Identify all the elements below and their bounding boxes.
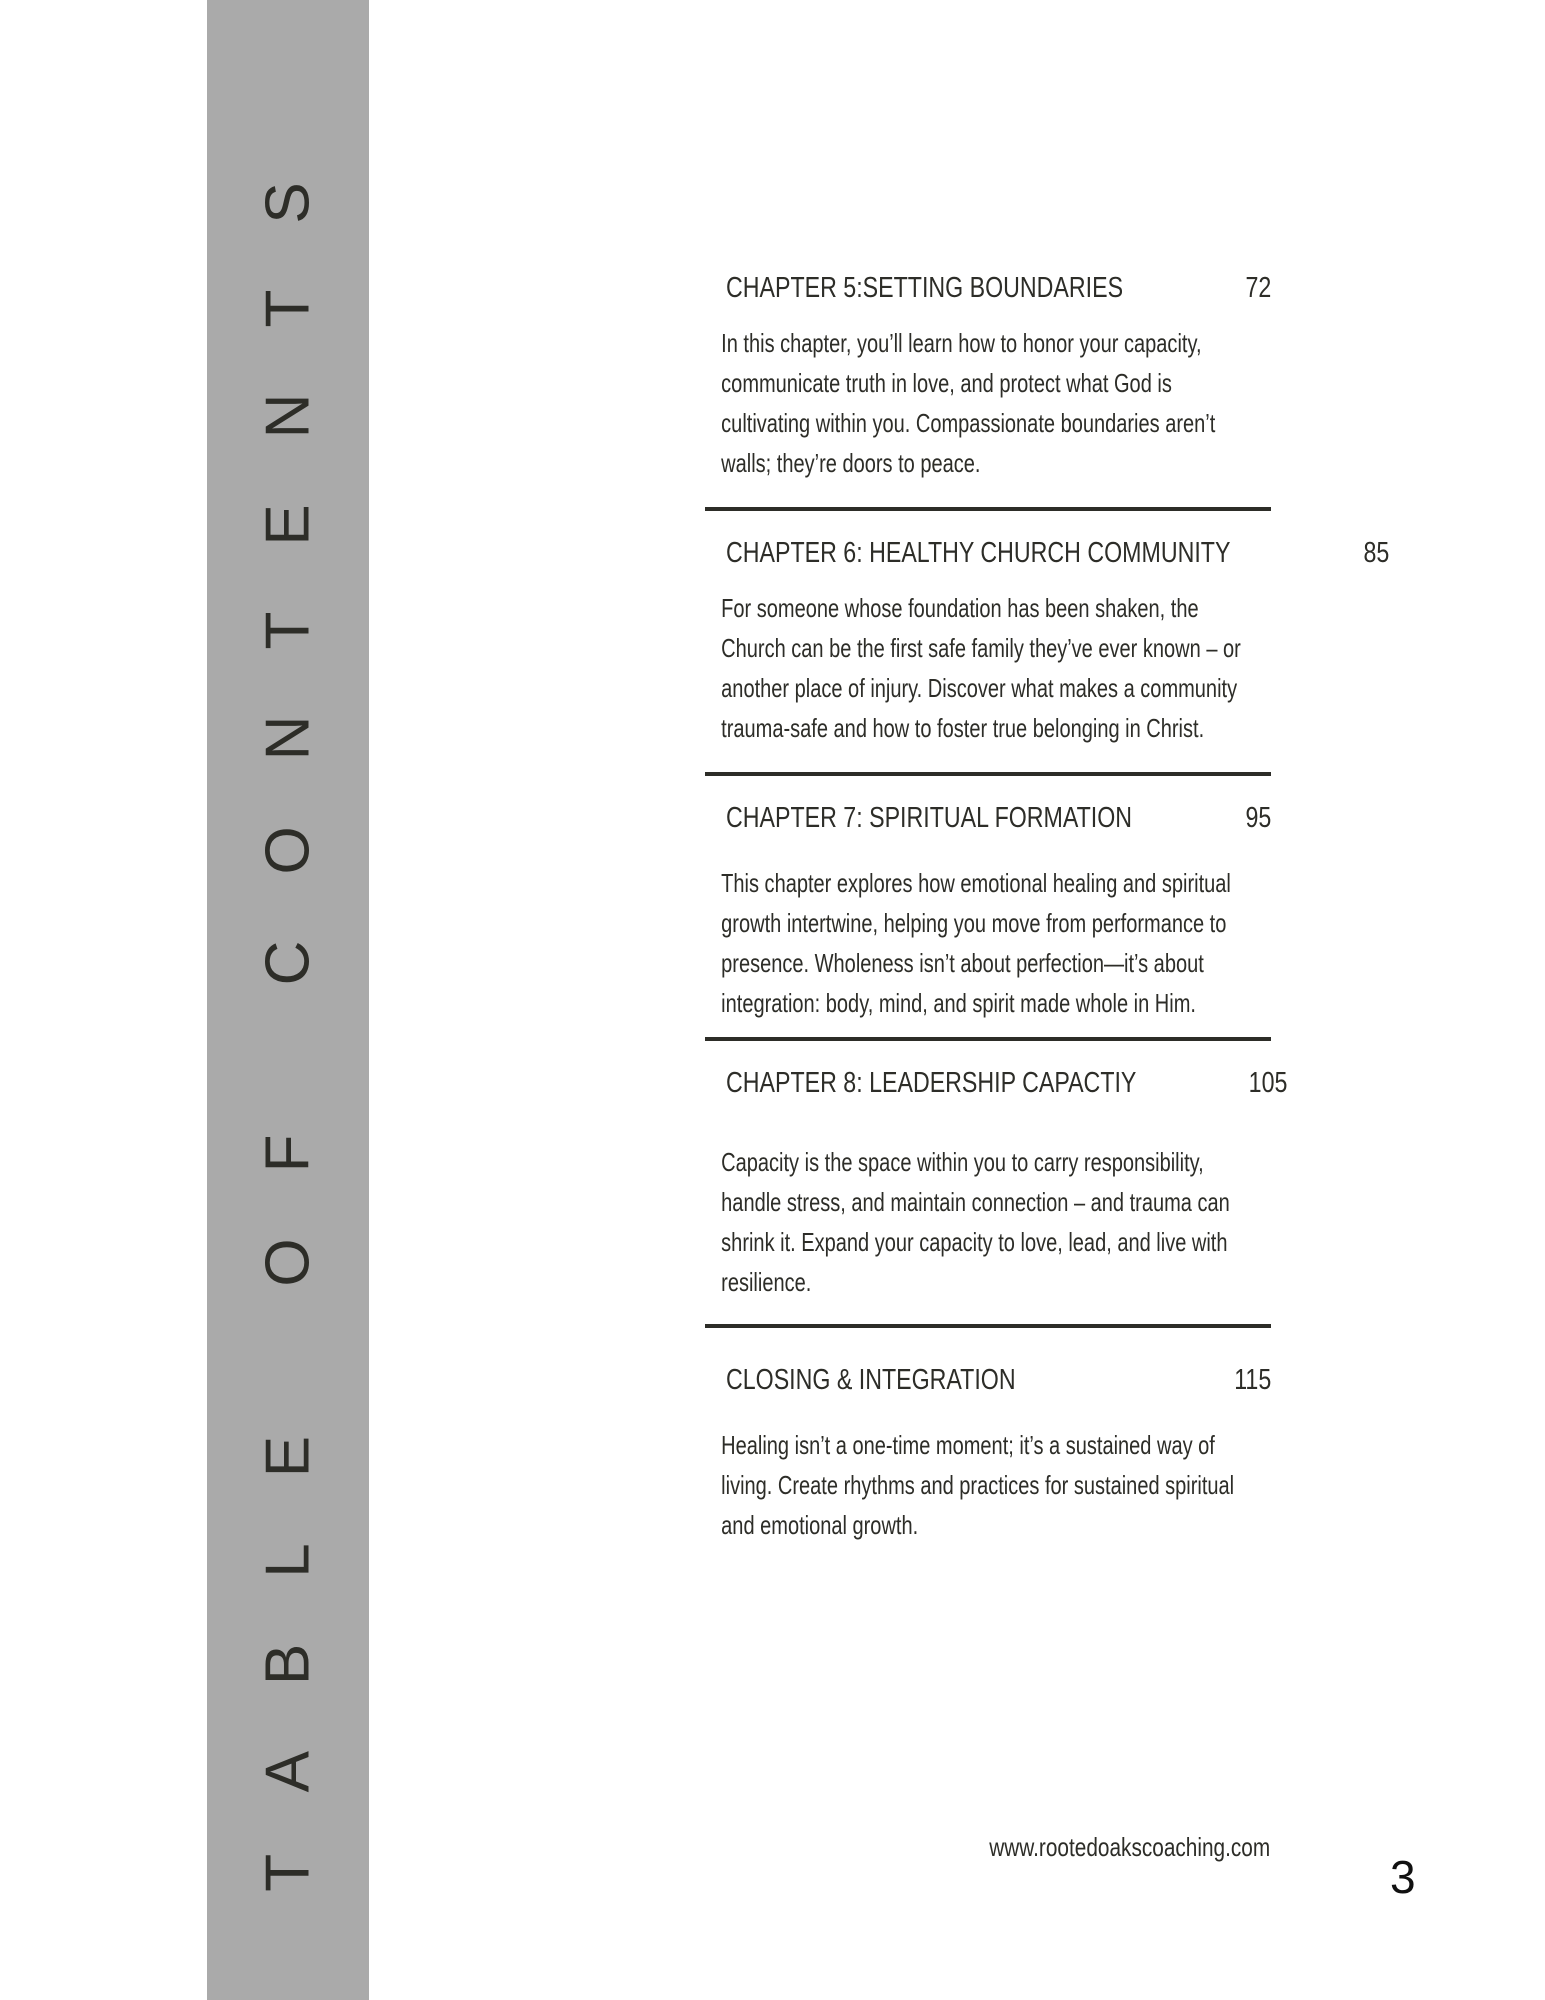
toc-entry-header: [705, 802, 1271, 835]
divider: [705, 507, 1271, 511]
toc-entry-description: For someone whose foundation has been shaken, the Church can be the first safe family they’ve ever known – or another place of injury. Discover what makes a community trauma-safe and how to foster true belonging in Christ.: [721, 593, 1241, 743]
toc-entry-description: Capacity is the space within you to carry responsibility, handle stress, and maintain connection – and trauma can shrink it. Expand your capacity to love, lead, and live with resilience.: [721, 1147, 1230, 1297]
divider: [705, 772, 1271, 776]
footer-website-url: www.rootedoakscoaching.com: [989, 1832, 1270, 1862]
toc-entry-header: [705, 1067, 1288, 1100]
toc-entry-chapter-7: [705, 802, 1271, 1023]
divider: [705, 1037, 1271, 1041]
page-number: 3: [1390, 1851, 1416, 1903]
toc-entry-page: 105: [1248, 1067, 1288, 1099]
toc-entry-closing: [705, 1364, 1271, 1545]
toc-entry-description: Healing isn’t a one-time moment; it’s a sustained way of living. Create rhythms and practices for sustained spiritual and emotional growth.: [721, 1430, 1235, 1540]
toc-entry-title: CLOSING & INTEGRATION: [726, 1364, 1016, 1396]
toc-entry-header: [705, 537, 1389, 570]
toc-entry-page: 85: [1363, 537, 1389, 569]
toc-entry-header: [705, 1364, 1271, 1397]
divider: [705, 1324, 1271, 1328]
toc-entry-title: CHAPTER 6: HEALTHY CHURCH COMMUNITY: [726, 537, 1231, 569]
toc-entry-description: This chapter explores how emotional healing and spiritual growth intertwine, helping you move from performance to presence. Wholeness isn’t about perfection—it’s about integration: body, mind, and spirit made whole in Him.: [721, 868, 1231, 1018]
toc-entry-chapter-8: [705, 1067, 1288, 1302]
toc-entry-title: CHAPTER 5:SETTING BOUNDARIES: [726, 272, 1124, 304]
sidebar-title: TABLE OF CONTENTS: [253, 116, 323, 1892]
toc-entry-title: CHAPTER 7: SPIRITUAL FORMATION: [726, 802, 1133, 834]
toc-entry-chapter-5: [705, 272, 1271, 483]
toc-entry-page: 115: [1234, 1364, 1271, 1396]
toc-entry-page: 72: [1245, 272, 1271, 304]
toc-entry-description: In this chapter, you’ll learn how to honor your capacity, communicate truth in love, and protect what God is cultivating within you. Compassionate boundaries aren’t walls; they’re doors to peace.: [721, 328, 1216, 478]
toc-entry-title: CHAPTER 8: LEADERSHIP CAPACTIY: [726, 1067, 1137, 1099]
table-of-contents: [705, 272, 1389, 1545]
toc-entry-chapter-6: [705, 537, 1389, 748]
toc-entry-page: 95: [1245, 802, 1271, 834]
toc-entry-header: [705, 272, 1271, 305]
